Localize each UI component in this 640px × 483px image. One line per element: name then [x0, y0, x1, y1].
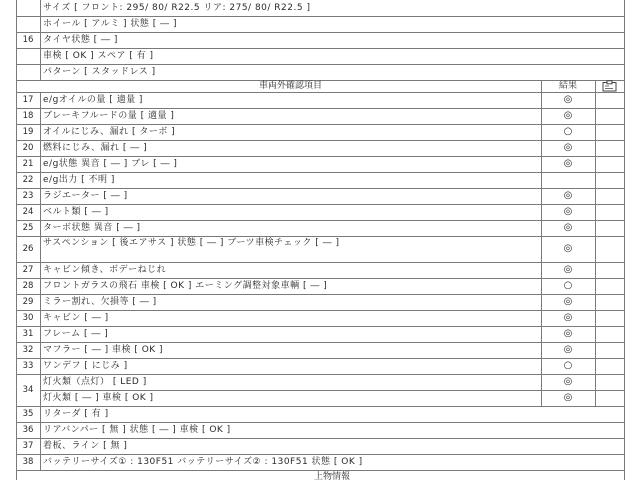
row-number: 25	[22, 223, 34, 233]
inspection-item: オイルにじみ、漏れ [ ターボ ]	[43, 127, 176, 137]
column-divider	[40, 0, 41, 80]
tire-inspection: 車検 [ OK ] スペア [ 有 ]	[43, 51, 154, 61]
result-mark: ○	[563, 126, 573, 137]
row-number: 33	[22, 361, 34, 371]
column-divider	[40, 92, 41, 470]
row-number: 17	[22, 95, 34, 105]
row-number: 24	[22, 207, 34, 217]
row-number: 31	[22, 329, 34, 339]
inspection-item: ベルト類 [ ― ]	[43, 207, 109, 217]
row-number: 30	[22, 313, 34, 323]
tire-status: タイヤ状態 [ ― ]	[43, 35, 118, 45]
tire-size: サイズ [ フロント: 295/ 80/ R22.5 リア: 275/ 80/ R22.5 ]	[43, 3, 311, 13]
inspection-item: ラジエーター [ ― ]	[43, 191, 128, 201]
result-mark: ◎	[563, 328, 573, 339]
inspection-item: ワンデフ [ にじみ ]	[43, 361, 128, 371]
result-mark: ◎	[563, 264, 573, 275]
result-mark: ◎	[563, 142, 573, 153]
result-mark: ◎	[563, 190, 573, 201]
inspection-item: 着板、ライン [ 無 ]	[43, 441, 128, 451]
inspection-item: e/g出力 [ 不明 ]	[43, 175, 115, 185]
inspection-item: フロントガラスの飛石 車検 [ OK ] エーミング調整対象車輌 [ ― ]	[43, 281, 328, 291]
inspection-item: マフラー [ ― ] 車検 [ OK ]	[43, 345, 164, 355]
row-number: 37	[22, 441, 34, 451]
result-mark: ◎	[563, 392, 573, 403]
result-mark: ○	[563, 360, 573, 371]
inspection-item: ブレーキフルードの量 [ 適量 ]	[43, 111, 175, 121]
inspection-item: リターダ [ 有 ]	[43, 409, 109, 419]
row-number: 34	[22, 385, 34, 395]
result-mark: ○	[563, 280, 573, 291]
result-mark: ◎	[563, 344, 573, 355]
row-number: 29	[22, 297, 34, 307]
row-number: 21	[22, 159, 34, 169]
row-number: 23	[22, 191, 34, 201]
result-mark: ◎	[563, 94, 573, 105]
inspection-item: サスペンション [ 後エアサス ] 状態 [ ― ] ブーツ車検チェック [ ― ]	[43, 238, 340, 248]
inspection-item: キャビン [ ― ]	[43, 313, 109, 323]
result-header: 結果	[558, 81, 577, 91]
wheel-status: ホイール [ アルミ ] 状態 [ ― ]	[43, 19, 178, 29]
inspection-item: バッテリーサイズ① : 130F51 バッテリーサイズ② : 130F51 状態 [ OK ]	[43, 457, 363, 467]
row-number: 35	[22, 409, 34, 419]
row-number: 18	[22, 111, 34, 121]
column-divider	[595, 80, 596, 406]
tire-pattern: パターン [ スタッドレス ]	[43, 67, 156, 77]
inspection-item: フレーム [ ― ]	[43, 329, 109, 339]
result-mark: ◎	[563, 312, 573, 323]
inspection-item: ターボ状態 異音 [ ― ]	[43, 223, 141, 233]
table-border	[624, 0, 625, 480]
row-number: 26	[22, 244, 34, 254]
result-mark: ◎	[563, 222, 573, 233]
clipboard-icon[interactable]	[600, 80, 620, 92]
row-number: 22	[22, 175, 34, 185]
result-mark: ◎	[563, 243, 573, 254]
inspection-item: e/gオイルの量 [ 適量 ]	[43, 95, 143, 105]
inspection-item: 燃料にじみ、漏れ [ ― ]	[43, 143, 148, 153]
row-number: 28	[22, 281, 34, 291]
row-number: 32	[22, 345, 34, 355]
row-number: 20	[22, 143, 34, 153]
inspection-item: e/g状態 異音 [ ― ] ブレ [ ― ]	[43, 159, 178, 169]
inspection-item: リアバンパー [ 無 ] 状態 [ ― ] 車検 [ OK ]	[43, 425, 231, 435]
inspection-item: 灯火類 [ ― ] 車検 [ OK ]	[43, 393, 154, 403]
row-number: 27	[22, 265, 34, 275]
row-number: 38	[22, 457, 34, 467]
result-mark: ◎	[563, 158, 573, 169]
row-number: 16	[22, 35, 34, 45]
result-mark: ◎	[563, 110, 573, 121]
result-mark: ◎	[563, 206, 573, 217]
inspection-item: 灯火類（点灯） [ LED ]	[43, 377, 147, 387]
result-mark: ◎	[563, 296, 573, 307]
section-title: 車両外確認項目	[258, 81, 322, 91]
row-number: 36	[22, 425, 34, 435]
inspection-item: ミラー割れ、欠損等 [ ― ]	[43, 297, 157, 307]
next-section-title: 上物情報	[313, 472, 350, 482]
inspection-item: キャビン傾き、ボデーねじれ	[43, 265, 167, 275]
result-mark: ◎	[563, 376, 573, 387]
row-number: 19	[22, 127, 34, 137]
